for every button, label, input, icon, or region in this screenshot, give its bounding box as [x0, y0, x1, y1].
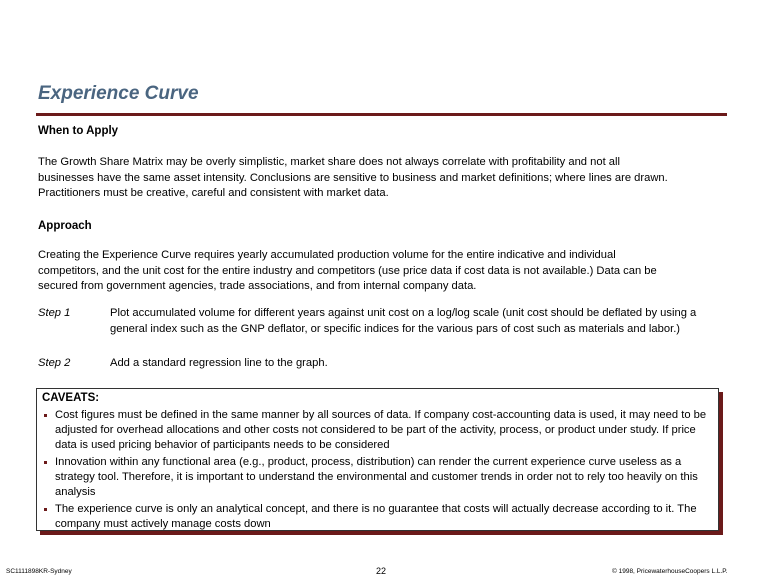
text-line: The Growth Share Matrix may be overly simplistic, market share does not always correlate with profitability and not all — [38, 156, 620, 168]
bullet-icon — [42, 502, 55, 532]
text-line: competitors, and the unit cost for the entire industry and competitors (use price data if cost data is not available.) Data can be — [38, 264, 657, 277]
approach-heading: Approach — [38, 220, 92, 232]
page-title: Experience Curve — [38, 83, 199, 104]
caveats-box — [36, 388, 719, 531]
step-2 — [38, 356, 718, 372]
when-to-apply-heading: When to Apply — [38, 125, 119, 137]
caveat-item — [42, 502, 713, 532]
step-text: Plot accumulated volume for different years against unit cost on a log/log scale (unit cost should be deflated by using a general index such as the GNP deflator, or specific indices for the various pars of cost such as materials and labor.) — [110, 307, 697, 335]
step-1 — [38, 306, 718, 337]
text-line: secured from government agencies, trade associations, and from internal company data. — [38, 280, 477, 292]
approach-text — [38, 248, 718, 295]
caveat-item — [42, 408, 713, 453]
text-line: Creating the Experience Curve requires yearly accumulated production volume for the entire indicative and individual — [38, 249, 616, 261]
step-text: Add a standard regression line to the graph. — [110, 357, 328, 369]
caveat-text: The experience curve is only an analytical concept, and there is no guarantee that costs will actually decrease according to it. The company must actively manage costs down — [55, 503, 697, 530]
text-line: Practitioners must be creative, careful and consistent with market data. — [38, 187, 389, 199]
step-label: Step 2 — [38, 357, 71, 369]
text-line: businesses have the same asset intensity. Conclusions are sensitive to business and market definitions; where lines are drawn. — [38, 171, 668, 184]
caveat-text: Cost figures must be defined in the same manner by all sources of data. If company cost-accounting data is used, it may need to be adjusted for overhead allocations and other costs not considered to be part of the activity, process, or product under study. If price data is used pricing behavior of participants needs to be considered — [55, 409, 707, 451]
bullet-icon — [42, 408, 55, 453]
title-divider — [36, 113, 727, 116]
caveat-text: Innovation within any functional area (e.g., product, process, distribution) can render the current experience curve useless as a strategy tool. Therefore, it is important to understand the environmental and customer trends in order not to rely too heavily on this analysis — [55, 456, 698, 498]
caveat-item — [42, 455, 713, 500]
caveats-heading: CAVEATS: — [42, 392, 100, 404]
page-number: 22 — [376, 566, 387, 576]
footer-left: SC1111898KR-Sydney — [6, 568, 72, 575]
step-label: Step 1 — [38, 307, 71, 319]
when-to-apply-text — [38, 155, 718, 202]
footer-copyright: © 1998, PricewaterhouseCoopers L.L.P. — [612, 568, 728, 575]
bullet-icon — [42, 455, 55, 500]
